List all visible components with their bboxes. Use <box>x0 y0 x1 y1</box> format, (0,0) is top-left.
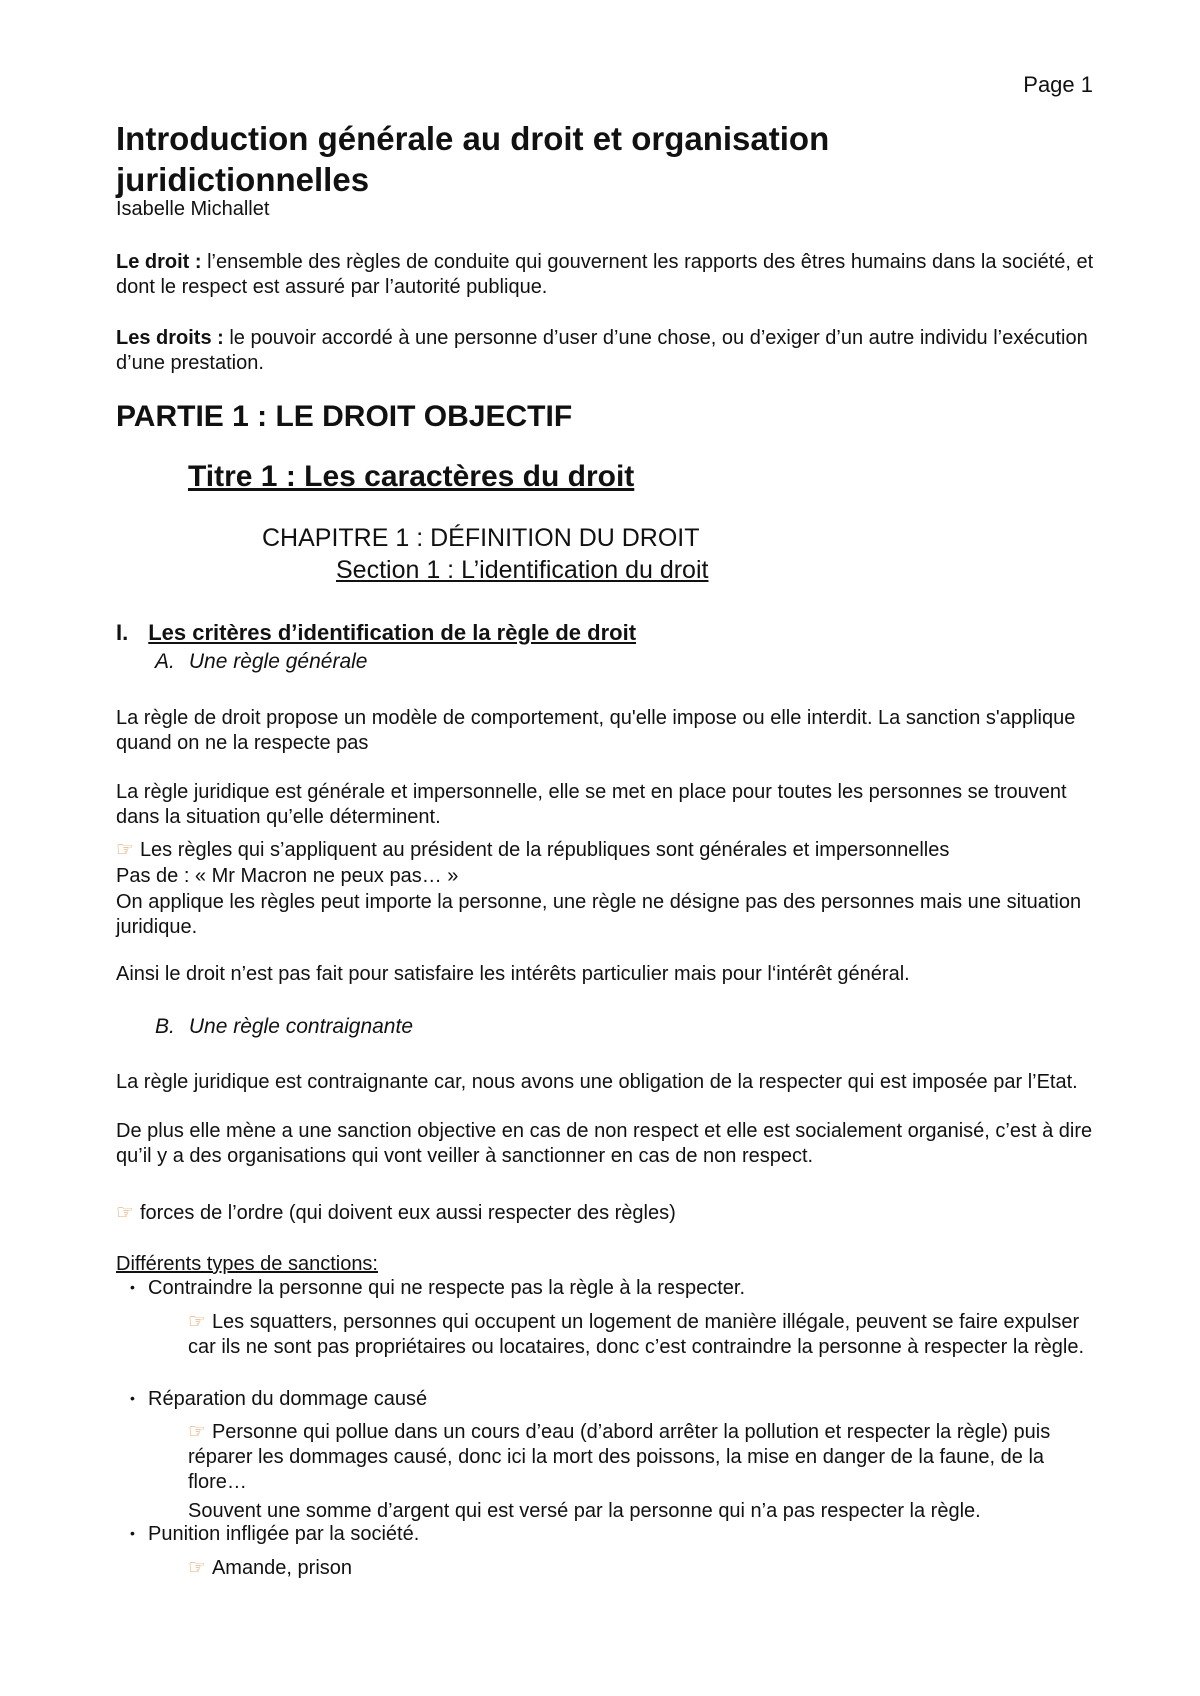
heading-text: Une règle générale <box>188 650 368 673</box>
chapter-heading: CHAPITRE 1 : DÉFINITION DU DROIT <box>262 524 700 552</box>
example-text: Les squatters, personnes qui occupent un logement de manière illégale, peuvent se faire expulser car ils ne sont pas propriétaires ou locataires, donc c’est contraindre la personne à respecter la règle. <box>188 1311 1085 1358</box>
heading-I <box>116 620 636 646</box>
heading-text: Une règle contraignante <box>188 1015 413 1038</box>
pointing-hand-icon: ☞ <box>188 1311 206 1333</box>
list-item <box>130 1523 419 1546</box>
definition-term: Le droit : <box>116 251 202 273</box>
heading-number: I. <box>116 620 129 645</box>
list-item-example <box>188 1556 1098 1581</box>
pointing-hand-icon: ☞ <box>116 839 134 861</box>
heading-B <box>155 1015 413 1039</box>
paragraph: La règle juridique est générale et impersonnelle, elle se met en place pour toutes les personnes se trouvent dans la situation qu’elle déterminent. <box>116 781 1067 828</box>
pointing-hand-icon: ☞ <box>188 1421 206 1443</box>
example-text: Personne qui pollue dans un cours d’eau (d’abord arrêter la pollution et respecter la règle) puis réparer les dommages causé, donc ici la mort des poissons, la mise en danger de la faune, de la flore… <box>188 1421 1051 1493</box>
list-item-label: Réparation du dommage causé <box>148 1388 428 1410</box>
pointing-hand-icon: ☞ <box>188 1557 206 1579</box>
example-line <box>116 837 949 862</box>
definition-term: Les droits : <box>116 327 224 349</box>
definition-text: l’ensemble des règles de conduite qui gouvernent les rapports des êtres humains dans la société, et dont le respect est assuré par l’autorité publique. <box>116 251 1094 298</box>
paragraph: De plus elle mène a une sanction objective en cas de non respect et elle est socialement organisé, c’est à dire qu’il y a des organisations qui vont veiller à sanctionner en cas de non respect. <box>116 1120 1093 1167</box>
example-text: Les règles qui s’appliquent au président de la républiques sont générales et impersonnelles <box>139 839 950 861</box>
definition-text: le pouvoir accordé à une personne d’user d’une chose, ou d’exiger d’un autre individu l’exécution d’une prestation. <box>116 327 1088 374</box>
part-heading: PARTIE 1 : LE DROIT OBJECTIF <box>116 400 573 433</box>
author-name: Isabelle Michallet <box>116 198 270 220</box>
bullet-icon: • <box>130 1279 135 1295</box>
list-item <box>130 1277 745 1300</box>
definition-le-droit <box>116 250 1096 300</box>
list-item <box>130 1388 427 1411</box>
page-number: Page 1 <box>1023 72 1093 97</box>
heading-text: Les critères d’identification de la règle de droit <box>148 620 637 645</box>
paragraph: La règle de droit propose un modèle de comportement, qu'elle impose ou elle interdit. La sanction s'applique quand on ne la respecte pas <box>116 707 1076 754</box>
example-text: forces de l’ordre (qui doivent eux aussi respecter des règles) <box>139 1202 676 1224</box>
bullet-icon: • <box>130 1525 135 1541</box>
definition-les-droits <box>116 326 1096 376</box>
paragraph: La règle juridique est contraignante car, nous avons une obligation de la respecter qui est imposée par l’Etat. <box>116 1071 1078 1093</box>
bullet-icon: • <box>130 1390 135 1406</box>
sanctions-heading: Différents types de sanctions: <box>116 1253 378 1275</box>
document-title: Introduction générale au droit et organisation juridictionnelles <box>116 120 830 198</box>
heading-A <box>155 650 367 674</box>
section-heading: Section 1 : L’identification du droit <box>336 556 709 584</box>
list-item-label: Contraindre la personne qui ne respecte pas la règle à la respecter. <box>148 1277 746 1299</box>
paragraph: Ainsi le droit n’est pas fait pour satisfaire les intérêts particulier mais pour l‘intérêt général. <box>116 963 910 985</box>
paragraph: On applique les règles peut importe la personne, une règle ne désigne pas des personnes mais une situation juridique. <box>116 891 1082 938</box>
heading-number: B. <box>155 1015 175 1038</box>
title-heading: Titre 1 : Les caractères du droit <box>188 460 635 493</box>
heading-number: A. <box>155 650 175 673</box>
list-item-label: Punition infligée par la société. <box>148 1523 420 1545</box>
pointing-hand-icon: ☞ <box>116 1202 134 1224</box>
list-item-example <box>188 1310 1098 1360</box>
list-item-example <box>188 1420 1098 1495</box>
example-line <box>116 1200 676 1225</box>
list-item-extra: Souvent une somme d’argent qui est versé par la personne qui n’a pas respecter la règle. <box>188 1500 981 1522</box>
text-line: Pas de : « Mr Macron ne peux pas… » <box>116 865 459 887</box>
example-text: Amande, prison <box>211 1557 353 1579</box>
